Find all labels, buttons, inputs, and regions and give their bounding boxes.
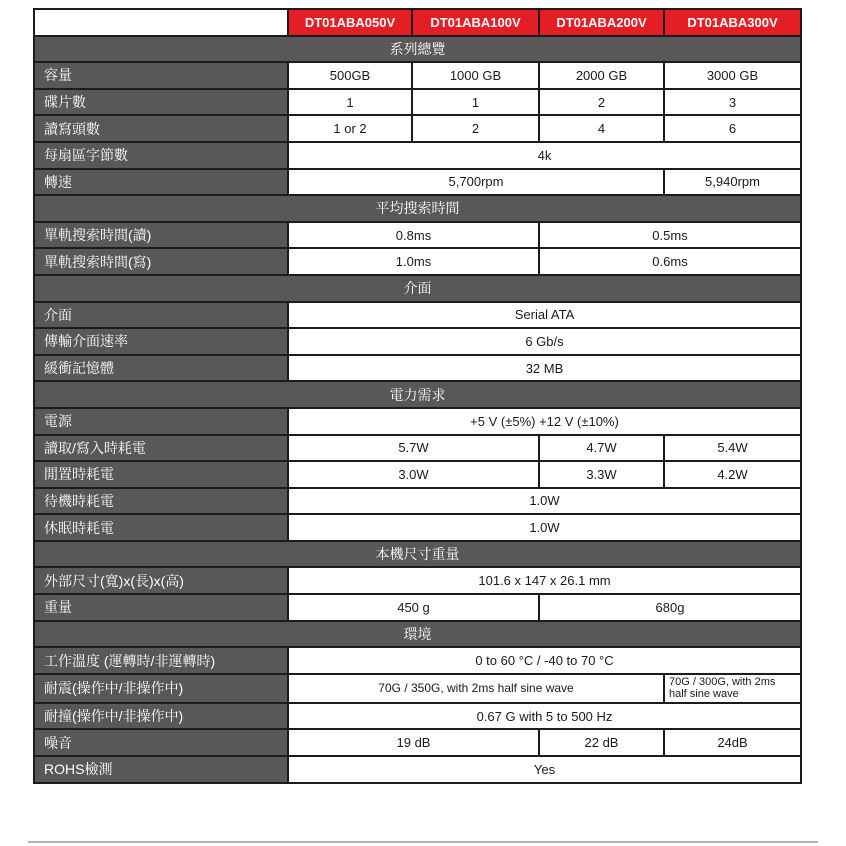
value-cell: 680g xyxy=(539,594,801,621)
value-cell: 70G / 350G, with 2ms half sine wave xyxy=(288,674,664,703)
spec-row xyxy=(34,169,801,196)
value-cell: 19 dB xyxy=(288,729,539,756)
row-label: 外部尺寸(寬)x(長)x(高) xyxy=(34,567,288,594)
spec-row xyxy=(34,62,801,89)
spec-row xyxy=(34,461,801,488)
row-label: 耐震(操作中/非操作中) xyxy=(34,674,288,703)
value-cell: 6 xyxy=(664,115,801,142)
row-label: 休眠時耗電 xyxy=(34,514,288,541)
section-header: 電力需求 xyxy=(34,381,801,408)
value-cell: 4k xyxy=(288,142,801,169)
value-cell: Yes xyxy=(288,756,801,783)
section-row xyxy=(34,381,801,408)
section-header: 平均搜索時間 xyxy=(34,195,801,222)
row-label: 工作溫度 (運轉時/非運轉時) xyxy=(34,647,288,674)
row-label: 重量 xyxy=(34,594,288,621)
spec-row xyxy=(34,594,801,621)
section-header: 本機尺寸重量 xyxy=(34,541,801,568)
spec-row xyxy=(34,674,801,703)
row-label: 介面 xyxy=(34,302,288,329)
value-cell: 4 xyxy=(539,115,664,142)
value-cell: 5,940rpm xyxy=(664,169,801,196)
spec-row xyxy=(34,115,801,142)
spec-row xyxy=(34,355,801,382)
row-label: 讀寫頭數 xyxy=(34,115,288,142)
row-label: 單軌搜索時間(寫) xyxy=(34,248,288,275)
value-cell: +5 V (±5%) +12 V (±10%) xyxy=(288,408,801,435)
value-cell: 1 xyxy=(412,89,539,116)
row-label: 傳輸介面速率 xyxy=(34,328,288,355)
value-cell: 2000 GB xyxy=(539,62,664,89)
spec-row xyxy=(34,89,801,116)
spec-row xyxy=(34,756,801,783)
value-cell: 1.0W xyxy=(288,488,801,515)
section-row xyxy=(34,275,801,302)
value-cell: 3.3W xyxy=(539,461,664,488)
section-row xyxy=(34,195,801,222)
value-cell: 6 Gb/s xyxy=(288,328,801,355)
row-label: 讀取/寫入時耗電 xyxy=(34,435,288,462)
value-cell: 101.6 x 147 x 26.1 mm xyxy=(288,567,801,594)
section-header: 系列總覽 xyxy=(34,36,801,63)
row-label: 每扇區字節數 xyxy=(34,142,288,169)
spec-row xyxy=(34,302,801,329)
spec-row xyxy=(34,729,801,756)
spec-row xyxy=(34,703,801,730)
value-cell: 0.5ms xyxy=(539,222,801,249)
spec-row xyxy=(34,435,801,462)
corner-cell xyxy=(34,9,288,36)
bottom-rule xyxy=(28,841,818,843)
spec-row xyxy=(34,647,801,674)
model-header: DT01ABA050V xyxy=(288,9,412,36)
model-header: DT01ABA200V xyxy=(539,9,664,36)
row-label: 待機時耗電 xyxy=(34,488,288,515)
value-cell: 1000 GB xyxy=(412,62,539,89)
value-cell: 5.4W xyxy=(664,435,801,462)
section-row xyxy=(34,621,801,648)
row-label: 耐撞(操作中/非操作中) xyxy=(34,703,288,730)
model-header: DT01ABA300V xyxy=(664,9,801,36)
value-cell: 2 xyxy=(412,115,539,142)
row-label: ROHS檢測 xyxy=(34,756,288,783)
value-cell: 22 dB xyxy=(539,729,664,756)
value-cell: 450 g xyxy=(288,594,539,621)
value-cell: 0.6ms xyxy=(539,248,801,275)
row-label: 碟片數 xyxy=(34,89,288,116)
value-cell: 24dB xyxy=(664,729,801,756)
value-cell: 4.7W xyxy=(539,435,664,462)
row-label: 單軌搜索時間(讀) xyxy=(34,222,288,249)
row-label: 噪音 xyxy=(34,729,288,756)
row-label: 閒置時耗電 xyxy=(34,461,288,488)
row-label: 容量 xyxy=(34,62,288,89)
section-row xyxy=(34,541,801,568)
model-header-row xyxy=(34,9,801,36)
value-cell: 70G / 300G, with 2ms half sine wave xyxy=(664,674,801,703)
row-label: 轉速 xyxy=(34,169,288,196)
value-cell: 1 xyxy=(288,89,412,116)
model-header: DT01ABA100V xyxy=(412,9,539,36)
row-label: 緩衝記憶體 xyxy=(34,355,288,382)
value-cell: 4.2W xyxy=(664,461,801,488)
spec-row xyxy=(34,408,801,435)
value-cell: 32 MB xyxy=(288,355,801,382)
spec-row xyxy=(34,514,801,541)
value-cell: 1.0W xyxy=(288,514,801,541)
value-cell: 1.0ms xyxy=(288,248,539,275)
row-label: 電源 xyxy=(34,408,288,435)
value-cell: 1 or 2 xyxy=(288,115,412,142)
spec-table xyxy=(33,8,802,784)
value-cell: 3 xyxy=(664,89,801,116)
value-cell: Serial ATA xyxy=(288,302,801,329)
section-header: 環境 xyxy=(34,621,801,648)
value-cell: 3000 GB xyxy=(664,62,801,89)
spec-row xyxy=(34,488,801,515)
value-cell: 0.67 G with 5 to 500 Hz xyxy=(288,703,801,730)
value-cell: 3.0W xyxy=(288,461,539,488)
spec-row xyxy=(34,248,801,275)
section-row xyxy=(34,36,801,63)
value-cell: 0 to 60 °C / -40 to 70 °C xyxy=(288,647,801,674)
value-cell: 5.7W xyxy=(288,435,539,462)
spec-row xyxy=(34,222,801,249)
value-cell: 2 xyxy=(539,89,664,116)
spec-row xyxy=(34,567,801,594)
value-cell: 500GB xyxy=(288,62,412,89)
spec-row xyxy=(34,328,801,355)
spec-row xyxy=(34,142,801,169)
value-cell: 5,700rpm xyxy=(288,169,664,196)
value-cell: 0.8ms xyxy=(288,222,539,249)
section-header: 介面 xyxy=(34,275,801,302)
